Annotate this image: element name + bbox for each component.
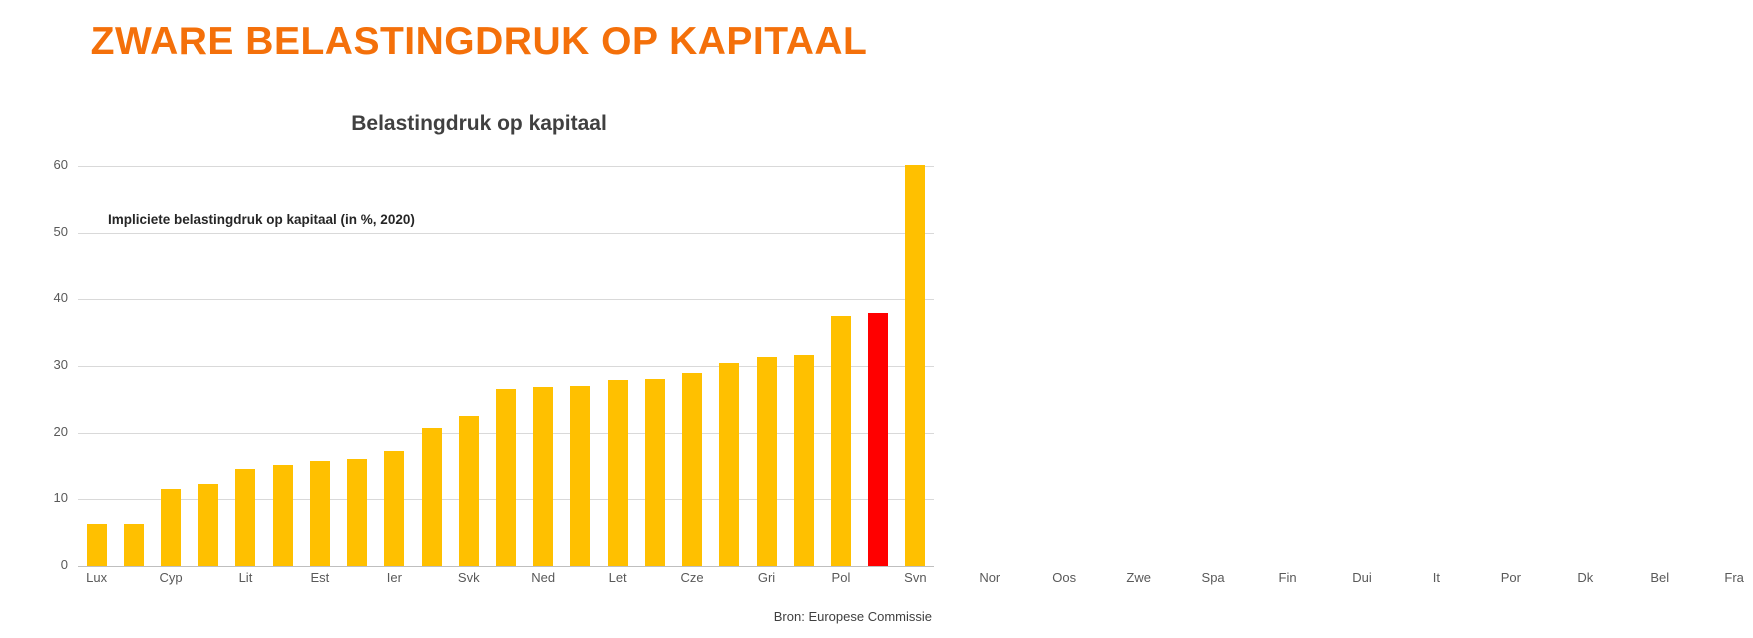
bar-est[interactable] <box>198 484 218 566</box>
x-axis-tick-label: Fra <box>1724 570 1744 585</box>
x-axis-tick-label: Oos <box>1052 570 1077 585</box>
x-axis-tick-label: Lit <box>238 570 253 585</box>
y-axis-tick-label: 20 <box>53 423 68 439</box>
y-axis-tick-label: 60 <box>53 157 68 172</box>
bar-oos[interactable] <box>570 386 590 566</box>
x-axis-tick-label: Dui <box>1352 570 1372 585</box>
x-axis-tick-label: Lux <box>86 570 108 585</box>
y-axis-tick-label: 10 <box>53 490 68 506</box>
x-axis-tick-label: Cyp <box>159 570 183 585</box>
x-axis-tick-label: Gri <box>757 570 776 585</box>
bar-svk[interactable] <box>273 465 293 566</box>
x-axis-tick-label: Svk <box>457 570 480 585</box>
y-axis-tick-label: 0 <box>60 557 68 572</box>
x-axis-tick-label: Ned <box>531 570 556 585</box>
bar-cyp[interactable] <box>124 524 144 566</box>
x-axis-tick-label: Dk <box>1577 570 1594 585</box>
x-axis-tick-label: Pol <box>831 570 851 585</box>
gridline <box>78 566 934 567</box>
bar-dui[interactable] <box>719 363 739 566</box>
x-axis-tick-label: Ier <box>386 570 402 585</box>
x-axis-tick-label: Svn <box>904 570 927 585</box>
chart-title: Belastingdruk op kapitaal <box>351 112 607 135</box>
bar-bel[interactable] <box>868 313 888 566</box>
x-axis-tick-label: Est <box>310 570 330 585</box>
x-axis-tick-label: Por <box>1500 570 1521 585</box>
bar-cze[interactable] <box>384 451 404 566</box>
bar-gri[interactable] <box>422 428 442 566</box>
x-axis-tick-label: Nor <box>979 570 1001 585</box>
x-axis-tick-label: Zwe <box>1126 570 1151 585</box>
x-axis-tick-label: It <box>1432 570 1441 585</box>
y-axis-tick-label: 30 <box>53 357 68 372</box>
bar-series <box>78 166 1744 585</box>
x-axis-tick-label: Cze <box>680 570 704 585</box>
bar-fra[interactable] <box>905 165 925 566</box>
bar-lit[interactable] <box>161 489 181 566</box>
bar-lux[interactable] <box>87 524 107 566</box>
bar-slot <box>78 166 115 585</box>
y-axis-tick-label: 40 <box>53 290 68 306</box>
bar-slot <box>115 166 183 585</box>
bar-ier[interactable] <box>235 469 255 566</box>
chart-annotation: Impliciete belastingdruk op kapitaal (in %, 2020) <box>108 212 415 227</box>
page-title: ZWARE BELASTINGDRUK OP KAPITAAL <box>90 20 868 63</box>
bar-let[interactable] <box>347 459 367 566</box>
bar-spa[interactable] <box>645 379 665 566</box>
bar-svn[interactable] <box>496 389 516 566</box>
bar-ned[interactable] <box>310 461 330 566</box>
x-axis-tick-label: Let <box>608 570 627 585</box>
bar-dk[interactable] <box>831 316 851 566</box>
x-axis-tick-label: Bel <box>1650 570 1670 585</box>
bar-nor[interactable] <box>533 387 553 566</box>
bar-zwe[interactable] <box>608 380 628 566</box>
x-axis-tick-label: Fin <box>1278 570 1297 585</box>
bar-it[interactable] <box>757 357 777 566</box>
x-axis-tick-label: Spa <box>1201 570 1225 585</box>
y-axis-tick-label: 50 <box>53 223 68 239</box>
bar-fin[interactable] <box>682 373 702 566</box>
bar-por[interactable] <box>794 355 814 566</box>
source-note: Bron: Europese Commissie <box>773 609 932 624</box>
bar-pol[interactable] <box>459 416 479 566</box>
